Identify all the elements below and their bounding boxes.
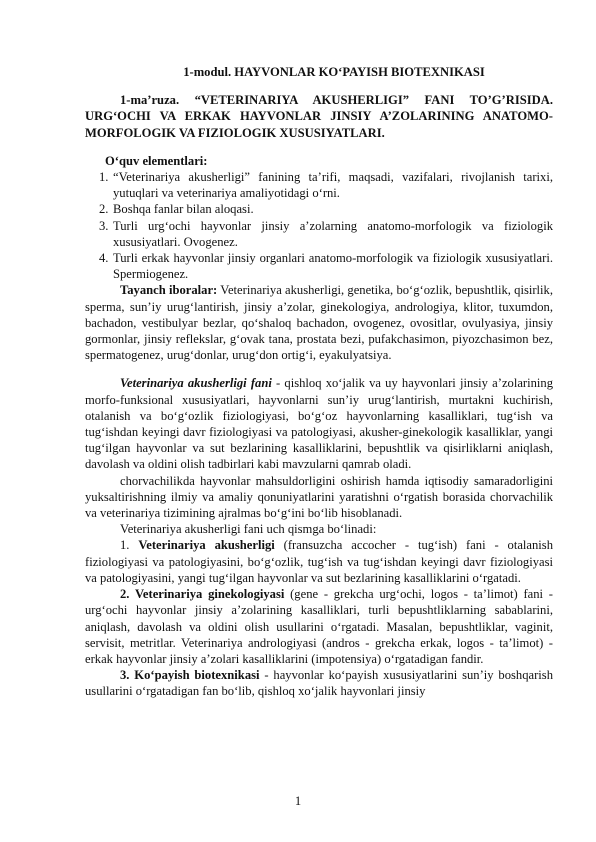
study-elements-list (85, 169, 553, 282)
list-item (85, 201, 553, 217)
list-item-number: 1. (99, 170, 109, 185)
part-title: Veterinariya akusherligi (138, 538, 275, 553)
page-content (85, 64, 553, 700)
list-item (85, 218, 553, 250)
study-elements-heading: O‘quv elementlari: (105, 153, 208, 168)
part-paragraph (85, 537, 553, 586)
part-title: Veterinariya ginekologiyasi (134, 587, 285, 602)
module-title: 1-modul. HAYVONLAR KO‘PAYISH BIOTEXNIKASI (183, 65, 485, 79)
list-item (85, 169, 553, 201)
livestock-paragraph: chorvachilikda hayvonlar mahsuldorligini oshirish hamda iqtisodiy samaradorligini yuksaltirishning ilmiy va amaliy qonuniyatlarini yaratishni o‘rgatish borasida chorvachilik va veterinariya tizimining ajralmas bo‘g‘ini bo‘lib hisoblanadi. (85, 473, 553, 521)
keywords-text: Veterinariya akusherligi, genetika, bo‘g‘ozlik, bepushtlik, qisirlik, sperma, sun’iy urug‘lantirish, jinsiy a’zolar, ginekologiya, andrologiya, klitor, tuxumdon, bachadon, vestibulyar bezlar, qo‘shaloq bachadon, ovogenez, ovositlar, ovulyasiya, jinsiy gormonlar, jinsiy reflekslar, g‘ovak tana, prostata bezi, pufakchasimon, piyozchasimon bez, spermatogenez, urug‘donlar, urug‘don ortig‘i, eyakulyatsiya. (85, 283, 553, 363)
list-item-number: 4. (99, 251, 109, 266)
keywords-paragraph (85, 282, 553, 363)
parts-intro-paragraph: Veterinariya akusherligi fani uch qismga bo‘linadi: (120, 522, 377, 537)
definition-term: Veterinariya akusherligi fani (120, 376, 272, 391)
list-item-number: 3. (99, 218, 109, 233)
part-number: 3. (120, 668, 135, 683)
page-number: 1 (294, 794, 302, 808)
list-item-text: Turli urg‘ochi hayvonlar jinsiy a’zolarning anatomo-morfologik va fiziologik xususiyatlari. Ovogenez. (113, 218, 553, 249)
part-paragraph (85, 586, 553, 667)
lecture-title: 1-ma’ruza. “VETERINARIYA AKUSHERLIGI” FANI TO’G’RISIDA. URG‘OCHI VA ERKAK HAYVONLAR JINSIY A’ZOLARINING ANATOMO-MORFOLOGIK VA FIZIOLOGIK XUSUSIYATLARI. (85, 93, 553, 140)
list-item-text: Turli erkak hayvonlar jinsiy organlari anatomo-morfologik va fiziologik xususiyatlari. Spermiogenez. (113, 251, 553, 282)
keywords-label: Tayanch iboralar: (120, 283, 218, 298)
list-item-number: 2. (99, 202, 109, 217)
part-number: 2. (120, 587, 135, 602)
list-item-text: Boshqa fanlar bilan aloqasi. (113, 202, 254, 217)
part-text: (gene - grekcha urg‘ochi, logos - ta’limot) fani - urg‘ochi hayvonlar jinsiy a’zolarining kasalliklari, turli bepushtliklarning sabablarini, aniqlash, davolash va oldini olish usullarini o‘rgatadi. Masalan, bepushtliklar, vaginit, servisit, metritlar. Veterinariya andrologiyasi (andros - grekcha erkak, logos - ta’limot) - erkak hayvonlar jinsiy a’zolari kasalliklarini (impotensiya) o‘rgatadigan fandir. (85, 587, 553, 666)
list-item-text: “Veterinariya akusherligi” fanining ta’rifi, maqsadi, vazifalari, rivojlanish tarixi, yutuqlari va veterinariya amaliyotidagi o‘rni. (113, 170, 553, 201)
definition-paragraph (85, 375, 553, 472)
list-item (85, 250, 553, 282)
part-text: - hayvonlar ko‘payish xususiyatlarini sun’iy boshqarish usullarini o‘rgatadigan fan bo‘lib, qishloq xo‘jalik hayvonlari jinsiy (85, 668, 553, 699)
part-title: Ko‘payish biotexnikasi (134, 668, 260, 683)
part-number: 1. (120, 538, 139, 553)
part-text: (fransuzcha accocher - tug‘ish) fani - otalanish fiziologiyasi va patologiyasini, bo‘g‘ozlik, tug‘ish va tug‘ishdan keyingi davr fiziologiyasi va patologiyasini, yangi tug‘ilgan hayvonlar va sut bezlarining kasalliklarini o‘rgatadi. (85, 538, 554, 585)
definition-text: - qishloq xo‘jalik va uy hayvonlari jinsiy a’zolarining morfo-funksional xususiyatlari, hayvonlarni sun’iy urug‘lantirish, murtakni kuchirish, otalanish va bo‘g‘ozlik fiziologiyasi, bo‘g‘oz hayvonlarning kasalliklari, tug‘ish va tug‘ishdan keyingi davr fiziologiyasi va patologiyasi, akusher-ginekologik kasalliklar, yangi tug‘ilgan hayvonlar va sut bezlarining kasalliklarini, bepushtlik va qisirliklarni aniqlash, davolash va oldini olish tadbirlari kabi mavzularni qamrab oladi. (85, 376, 554, 472)
part-paragraph (85, 667, 553, 699)
